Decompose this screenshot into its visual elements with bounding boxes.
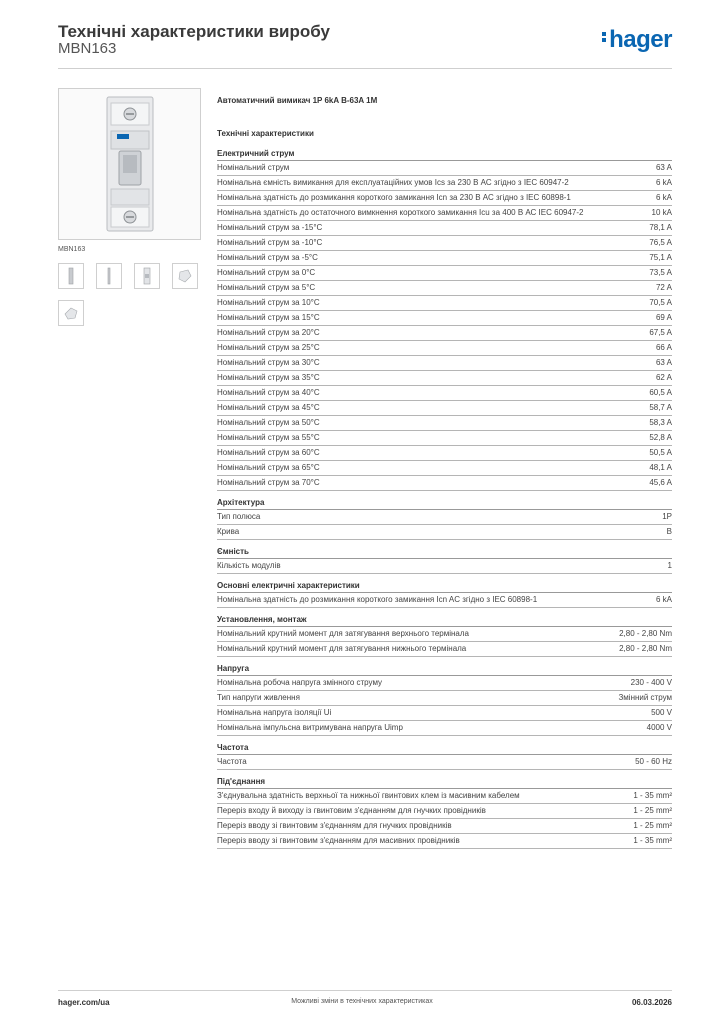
spec-label: Номінальний струм за -10°C xyxy=(217,238,323,247)
spec-value: 50 - 60 Hz xyxy=(635,757,672,766)
spec-label: Номінальний струм за 0°C xyxy=(217,268,316,277)
spec-value: 1 - 35 mm² xyxy=(633,836,672,845)
spec-row xyxy=(217,642,672,657)
thumbnail-top-view[interactable] xyxy=(58,300,84,326)
section-title: Архітектура xyxy=(217,498,672,510)
spec-label: Номінальний струм за 65°C xyxy=(217,463,320,472)
spec-value: 75,1 A xyxy=(649,253,672,262)
spec-row xyxy=(217,401,672,416)
spec-value: 63 A xyxy=(655,163,672,172)
spec-row xyxy=(217,161,672,176)
tech-heading: Технічні характеристики xyxy=(217,129,314,138)
spec-section xyxy=(217,615,672,657)
thumbnail-angle-view[interactable] xyxy=(172,263,198,289)
spec-label: Частота xyxy=(217,757,247,766)
spec-row xyxy=(217,311,672,326)
spec-value: 69 A xyxy=(655,313,672,322)
spec-value: 66 A xyxy=(655,343,672,352)
spec-section xyxy=(217,498,672,540)
spec-row xyxy=(217,819,672,834)
spec-row xyxy=(217,296,672,311)
spec-row xyxy=(217,721,672,736)
spec-label: Номінальний струм за -5°C xyxy=(217,253,318,262)
spec-label: Номінальна здатність до розмикання короткого замикання Icn AC згідно з IEC 60898-1 xyxy=(217,595,538,604)
spec-row xyxy=(217,789,672,804)
spec-label: Номінальний струм за 30°C xyxy=(217,358,320,367)
spec-label: Номінальний крутний момент для затягування верхнього термінала xyxy=(217,629,469,638)
spec-section xyxy=(217,581,672,608)
spec-label: Переріз вводу зі гвинтовим з'єднанням для гнучких провідників xyxy=(217,821,452,830)
spec-value: 60,5 A xyxy=(649,388,672,397)
spec-value: 67,5 A xyxy=(649,328,672,337)
spec-row xyxy=(217,706,672,721)
page-title: Технічні характеристики виробу xyxy=(58,22,330,41)
spec-row xyxy=(217,755,672,770)
spec-value: 78,1 A xyxy=(649,223,672,232)
spec-value: 1 - 25 mm² xyxy=(633,806,672,815)
spec-value: B xyxy=(666,527,672,536)
spec-value: 6 kA xyxy=(655,595,672,604)
breaker-top-icon xyxy=(62,304,80,322)
spec-row xyxy=(217,593,672,608)
spec-value: 230 - 400 V xyxy=(630,678,672,687)
section-title: Ємність xyxy=(217,547,672,559)
spec-label: Номінальна здатність до розмикання короткого замикання Icn за 230 В АС згідно з IEC 60898-1 xyxy=(217,193,571,202)
spec-section xyxy=(217,777,672,849)
spec-label: Номінальний струм за 60°C xyxy=(217,448,320,457)
spec-row xyxy=(217,559,672,574)
circuit-breaker-image xyxy=(59,89,200,239)
spec-row xyxy=(217,676,672,691)
spec-value: 500 V xyxy=(651,708,672,717)
footer-notice: Можливі зміни в технічних характеристиках xyxy=(291,998,433,1005)
spec-label: Номінальна імпульсна витримувана напруга Uimp xyxy=(217,723,403,732)
breaker-side-icon xyxy=(64,267,78,285)
spec-label: Номінальний струм за 10°C xyxy=(217,298,320,307)
spec-label: Номінальний струм за 35°C xyxy=(217,373,320,382)
spec-value: 62 A xyxy=(655,373,672,382)
section-title: Електричний струм xyxy=(217,149,672,161)
spec-value: 58,7 A xyxy=(649,403,672,412)
spec-row xyxy=(217,476,672,491)
spec-value: 6 kA xyxy=(655,178,672,187)
spec-value: 48,1 A xyxy=(649,463,672,472)
spec-row xyxy=(217,191,672,206)
spec-row xyxy=(217,236,672,251)
product-photo xyxy=(58,88,201,240)
spec-value: 45,6 A xyxy=(649,478,672,487)
spec-value: 2,80 - 2,80 Nm xyxy=(619,644,672,653)
logo-dots-icon xyxy=(602,30,607,44)
spec-value: 50,5 A xyxy=(649,448,672,457)
spec-value: 70,5 A xyxy=(649,298,672,307)
photo-caption: MBN163 xyxy=(58,246,86,253)
spec-row xyxy=(217,834,672,849)
section-title: Під'єднання xyxy=(217,777,672,789)
spec-label: Номінальний струм xyxy=(217,163,290,172)
spec-label: Переріз вводу зі гвинтовим з'єднанням для масивних провідників xyxy=(217,836,460,845)
spec-label: Номінальна ємність вимикання для експлуатаційних умов Ics за 230 В АС згідно з IEC 60947-2 xyxy=(217,178,569,187)
spec-section xyxy=(217,743,672,770)
spec-label: Номінальний струм за 25°C xyxy=(217,343,320,352)
spec-row xyxy=(217,221,672,236)
spec-row xyxy=(217,461,672,476)
breaker-side-icon xyxy=(102,267,116,285)
spec-value: 52,8 A xyxy=(649,433,672,442)
spec-label: Тип напруги живлення xyxy=(217,693,300,702)
spec-value: 1 xyxy=(667,561,672,570)
section-title: Установлення, монтаж xyxy=(217,615,672,627)
spec-label: Номінальний струм за -15°C xyxy=(217,223,323,232)
hager-logo[interactable] xyxy=(602,26,672,54)
spec-label: Номінальний струм за 15°C xyxy=(217,313,320,322)
spec-label: Номінальний струм за 40°C xyxy=(217,388,320,397)
spec-row xyxy=(217,371,672,386)
spec-row xyxy=(217,416,672,431)
breaker-angle-icon xyxy=(176,267,194,285)
spec-row xyxy=(217,386,672,401)
footer-website[interactable]: hager.com/ua xyxy=(58,998,110,1007)
footer-date: 06.03.2026 xyxy=(631,998,672,1007)
spec-label: Крива xyxy=(217,527,240,536)
spec-label: Номінальний струм за 70°C xyxy=(217,478,320,487)
spec-row xyxy=(217,356,672,371)
spec-label: Номінальний струм за 45°C xyxy=(217,403,320,412)
thumbnail-side-view-3[interactable] xyxy=(134,263,160,289)
breaker-front-icon xyxy=(140,267,154,285)
spec-section xyxy=(217,547,672,574)
spec-value: 1P xyxy=(662,512,672,521)
spec-value: 10 kA xyxy=(651,208,672,217)
spec-row xyxy=(217,510,672,525)
spec-sections xyxy=(217,149,672,849)
spec-value: 2,80 - 2,80 Nm xyxy=(619,629,672,638)
logo-text: hager xyxy=(609,26,672,53)
spec-row xyxy=(217,206,672,221)
spec-value: 63 A xyxy=(655,358,672,367)
spec-value: 6 kA xyxy=(655,193,672,202)
spec-row xyxy=(217,176,672,191)
section-title: Напруга xyxy=(217,664,672,676)
spec-section xyxy=(217,149,672,491)
spec-row xyxy=(217,251,672,266)
spec-row xyxy=(217,341,672,356)
spec-label: Номінальна здатність до остаточного вимкнення короткого замикання Icu за 400 В АС IEC 60947-2 xyxy=(217,208,584,217)
spec-label: Номінальний крутний момент для затягування нижнього термінала xyxy=(217,644,467,653)
spec-label: Кількість модулів xyxy=(217,561,281,570)
spec-value: 76,5 A xyxy=(649,238,672,247)
thumbnail-side-view-1[interactable] xyxy=(58,263,84,289)
spec-label: Номінальна напруга ізоляції Ui xyxy=(217,708,332,717)
spec-value: 73,5 A xyxy=(649,268,672,277)
page-subtitle: MBN163 xyxy=(58,40,117,57)
spec-row xyxy=(217,525,672,540)
spec-label: Номінальний струм за 20°C xyxy=(217,328,320,337)
spec-row xyxy=(217,804,672,819)
header-divider xyxy=(58,68,672,69)
spec-row xyxy=(217,691,672,706)
footer-divider xyxy=(58,990,672,991)
spec-row xyxy=(217,326,672,341)
spec-label: Номінальний струм за 5°C xyxy=(217,283,316,292)
spec-value: 58,3 A xyxy=(649,418,672,427)
spec-value: 1 - 35 mm² xyxy=(633,791,672,800)
spec-label: Переріз входу й виходу із гвинтовим з'єднанням для гнучких провідників xyxy=(217,806,486,815)
spec-row xyxy=(217,431,672,446)
spec-row xyxy=(217,266,672,281)
spec-label: Тип полюса xyxy=(217,512,261,521)
spec-section xyxy=(217,664,672,736)
spec-value: Змінний струм xyxy=(618,693,672,702)
spec-row xyxy=(217,627,672,642)
spec-label: Номінальний струм за 55°C xyxy=(217,433,320,442)
spec-label: Номінальна робоча напруга змінного струму xyxy=(217,678,383,687)
section-title: Основні електричні характеристики xyxy=(217,581,672,593)
product-name: Автоматичний вимикач 1P 6kA B-63A 1M xyxy=(217,96,378,105)
spec-content xyxy=(217,96,672,856)
spec-value: 1 - 25 mm² xyxy=(633,821,672,830)
spec-row xyxy=(217,281,672,296)
spec-label: Номінальний струм за 50°C xyxy=(217,418,320,427)
thumbnail-side-view-2[interactable] xyxy=(96,263,122,289)
spec-value: 72 A xyxy=(655,283,672,292)
spec-value: 4000 V xyxy=(646,723,672,732)
spec-row xyxy=(217,446,672,461)
section-title: Частота xyxy=(217,743,672,755)
spec-label: З'єднувальна здатність верхньої та нижньої гвинтових клем із масивним кабелем xyxy=(217,791,520,800)
